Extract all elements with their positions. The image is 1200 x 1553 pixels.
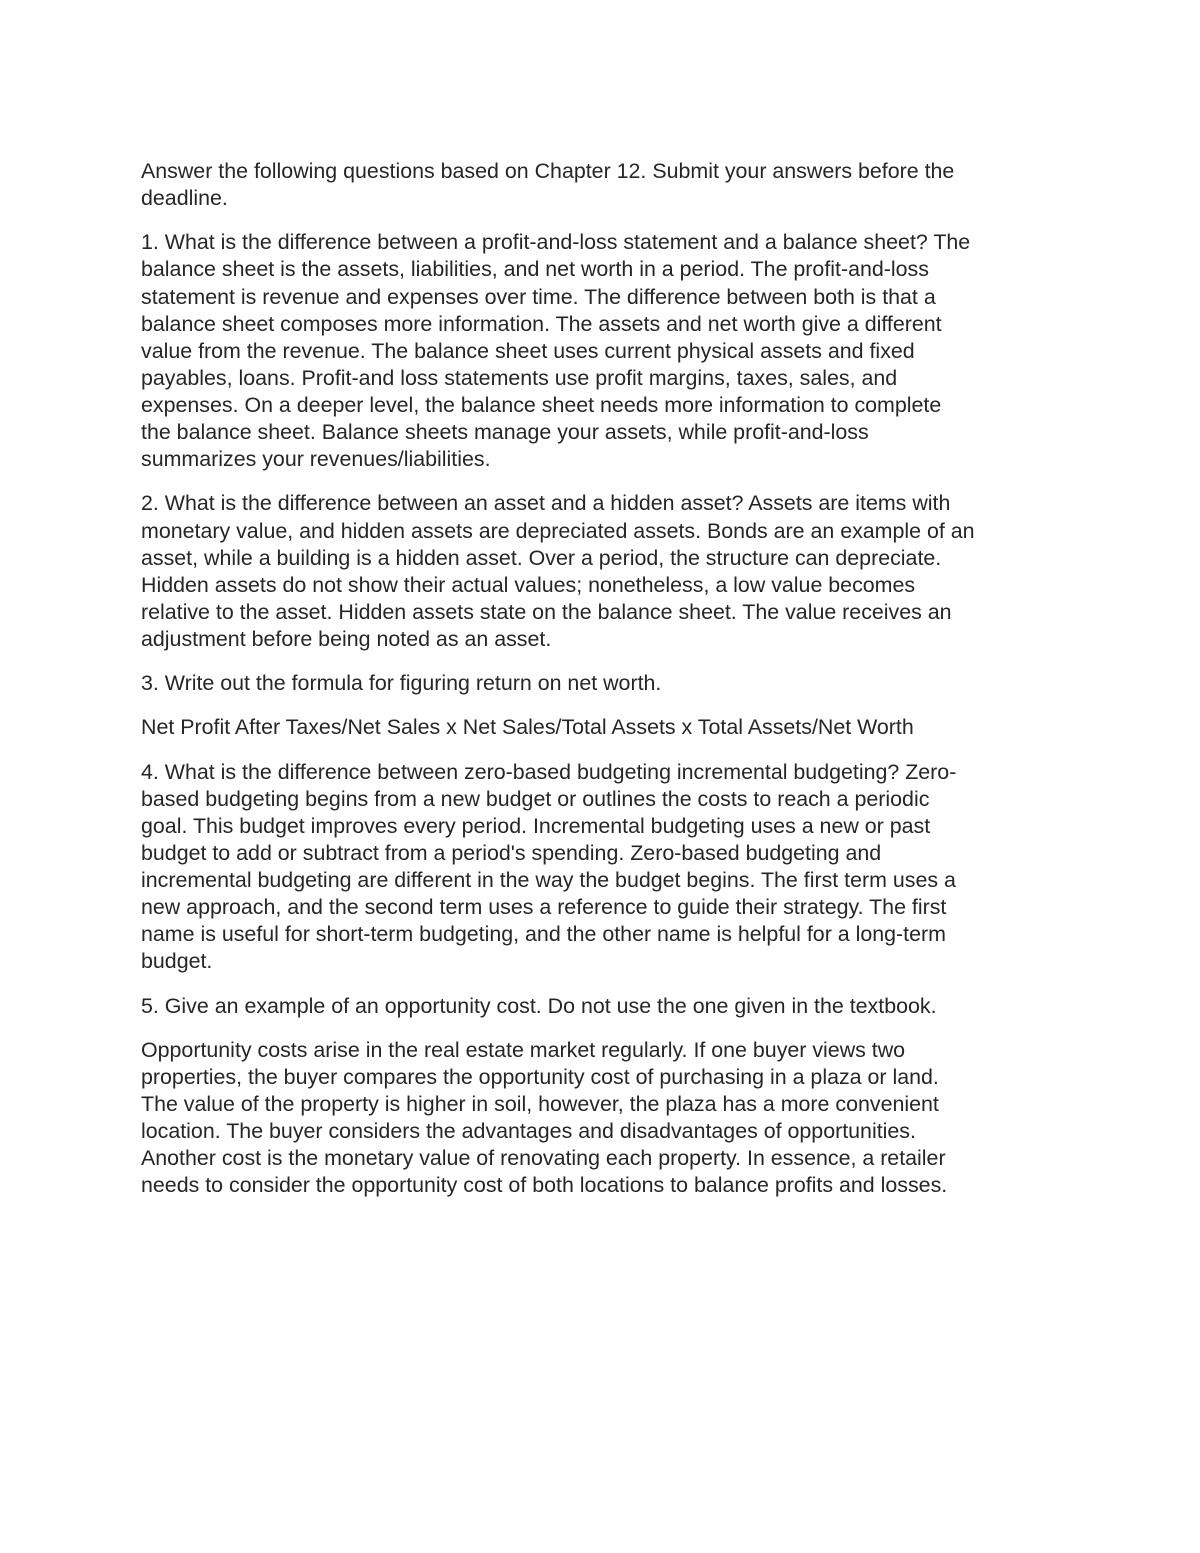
question-4-paragraph: 4. What is the difference between zero-based budgeting incremental budgeting? Zero- based budgeting begins from a new budget or outlines the costs to reach a periodic goal. This budget improves every period. Incremental budgeting uses a new or past budget to add or subtract from a period's spending. Zero-based budgeting and incremental budgeting are different in the way the budget begins. The first term uses a new approach, and the second term uses a reference to guide their strategy. The first name is useful for short-term budgeting, and the other name is helpful for a long-term budget. [141, 759, 957, 974]
question-5-paragraph: 5. Give an example of an opportunity cost. Do not use the one given in the textbook. [141, 993, 937, 1018]
question-1-paragraph: 1. What is the difference between a profit-and-loss statement and a balance sheet? The balance sheet is the assets, liabilities, and net worth in a period. The profit-and-loss statement is revenue and expenses over time. The difference between both is that a balance sheet composes more information. The assets and net worth give a different value from the revenue. The balance sheet uses current physical assets and fixed payables, loans. Profit-and loss statements use profit margins, taxes, sales, and expenses. On a deeper level, the balance sheet needs more information to complete the balance sheet. Balance sheets manage your assets, while profit-and-loss summarizes your revenues/liabilities. [141, 230, 971, 472]
question-5-answer: Opportunity costs arise in the real estate market regularly. If one buyer views two properties, the buyer compares the opportunity cost of purchasing in a plaza or land. The value of the property is higher in soil, however, the plaza has a more convenient location. The buyer considers the advantages and disadvantages of opportunities. Another cost is the monetary value of renovating each property. In essence, a retailer needs to consider the opportunity cost of both locations to balance profits and losses. [141, 1037, 948, 1198]
intro-paragraph: Answer the following questions based on Chapter 12. Submit your answers before the deadline. [141, 159, 955, 211]
question-3-answer: Net Profit After Taxes/Net Sales x Net Sales/Total Assets x Total Assets/Net Worth [141, 715, 914, 740]
question-2-paragraph: 2. What is the difference between an asset and a hidden asset? Assets are items with monetary value, and hidden assets are depreciated assets. Bonds are an example of an asset, while a building is a hidden asset. Over a period, the structure can depreciate. Hidden assets do not show their actual values; nonetheless, a low value becomes relative to the asset. Hidden assets state on the balance sheet. The value receives an adjustment before being noted as an asset. [141, 491, 975, 651]
document-body [141, 158, 1066, 1217]
question-3-paragraph: 3. Write out the formula for figuring return on net worth. [141, 671, 662, 696]
